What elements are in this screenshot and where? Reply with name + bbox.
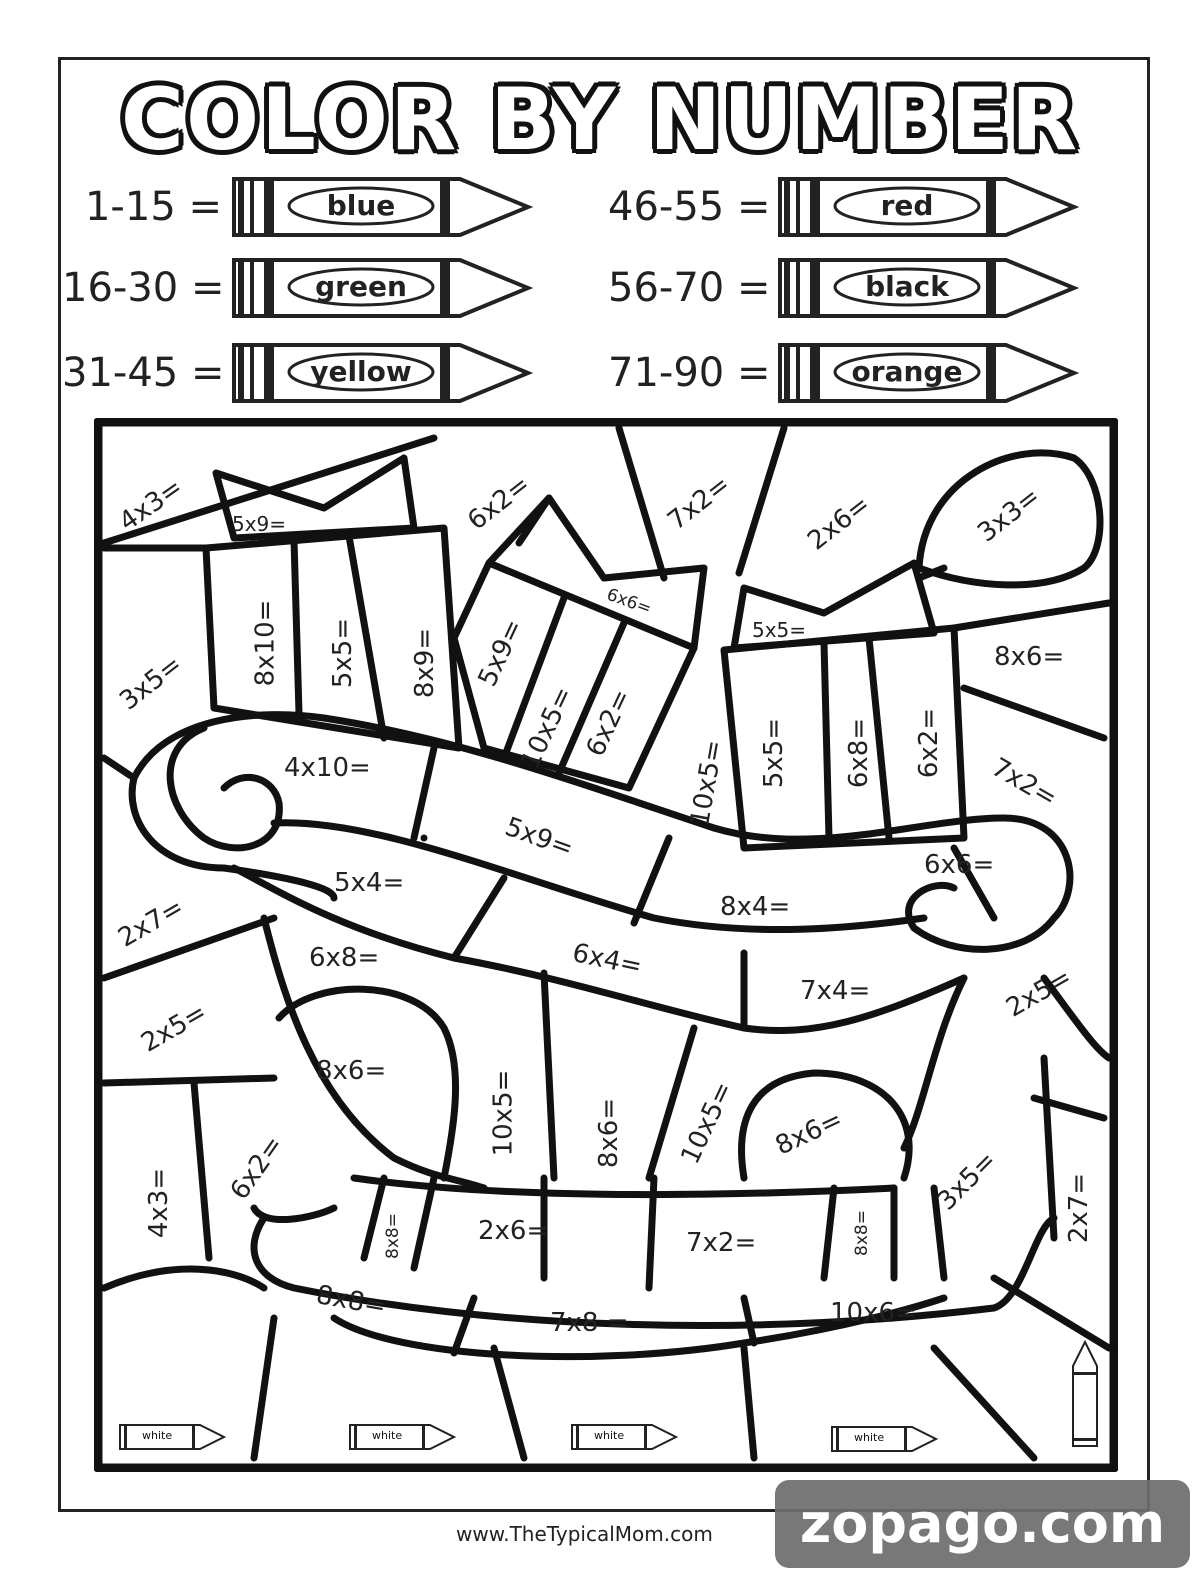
problem-label: 6x2=	[914, 707, 945, 779]
watermark: zopago.com	[775, 1480, 1190, 1568]
white-crayon-icon	[348, 1422, 458, 1456]
key-range: 56-70 =	[608, 265, 771, 311]
problem-label: 6x6=	[924, 850, 995, 880]
problem-label: 4x3=	[144, 1167, 175, 1239]
problem-label: 2x5=	[136, 997, 213, 1059]
white-crayon-label: white	[372, 1429, 403, 1442]
key-row-blue	[62, 172, 538, 242]
page-title: COLOR BY NUMBER	[120, 70, 1080, 170]
problem-label: 7x4=	[800, 976, 871, 1006]
problem-label: 7x2=	[686, 1228, 757, 1258]
key-range: 1-15 =	[84, 184, 222, 230]
problem-label: 5x9=	[500, 811, 578, 865]
problem-label: 8x4=	[720, 892, 791, 922]
problem-label: 5x9=	[232, 512, 287, 536]
problem-label: 8x6=	[994, 642, 1065, 672]
key-row-orange	[608, 338, 1084, 408]
problem-label: 6x2=	[462, 469, 537, 537]
white-crayon-icon	[118, 1422, 228, 1456]
problem-label: 7x8 =	[550, 1308, 629, 1338]
key-range: 31-45 =	[62, 350, 225, 396]
footer-url: www.TheTypicalMom.com	[456, 1522, 713, 1546]
white-crayon-icon	[570, 1422, 680, 1456]
crayon-icon	[228, 256, 538, 320]
problem-label: 10x5=	[675, 1077, 740, 1169]
problem-label: 10x5=	[515, 682, 580, 774]
problem-label: 8x6=	[316, 1056, 387, 1086]
problem-label: 8x6=	[770, 1104, 848, 1162]
white-crayon-label: white	[594, 1429, 625, 1442]
problem-label: 8x9=	[410, 627, 441, 699]
key-range: 46-55 =	[608, 184, 771, 230]
crayon-icon	[774, 256, 1084, 320]
problem-label: 2x5=	[1001, 962, 1078, 1024]
problem-label: 8x10=	[250, 599, 281, 687]
problem-label: 5x5=	[328, 617, 359, 689]
crayon-color-label: blue	[326, 189, 396, 222]
problem-label: 8x8=	[313, 1280, 389, 1322]
crayon-icon	[228, 175, 538, 239]
coloring-picture	[94, 418, 1118, 1472]
problem-label: 4x10=	[284, 753, 371, 783]
crayon-icon	[228, 341, 538, 405]
crayon-icon	[774, 341, 1084, 405]
crayon-color-label: red	[880, 189, 934, 222]
problem-label: 7x2=	[662, 469, 737, 537]
problem-label: 5x5=	[759, 717, 790, 789]
crayon-color-label: orange	[851, 355, 963, 388]
problem-label: 10x5=	[685, 737, 730, 829]
problem-label: 6x6=	[603, 584, 654, 620]
problem-label: 3x5=	[114, 649, 189, 717]
key-row-yellow	[62, 338, 538, 408]
problem-label: 7x2=	[986, 752, 1063, 814]
white-crayon-icon	[830, 1424, 940, 1458]
problem-label: 5x4=	[334, 868, 405, 898]
problem-label: 10x5=	[488, 1069, 519, 1157]
crayon-color-label: black	[865, 270, 949, 303]
problem-label: 4x3=	[113, 472, 189, 538]
problem-label: 8x8=	[851, 1210, 872, 1256]
key-range: 16-30 =	[62, 265, 225, 311]
crayon-color-label: green	[315, 270, 407, 303]
problem-label: 8x6=	[594, 1097, 625, 1169]
white-crayon-icon	[1070, 1338, 1100, 1452]
problem-label: 6x2=	[580, 684, 638, 762]
key-range: 71-90 =	[608, 350, 771, 396]
problem-label: 3x5=	[931, 1145, 1003, 1217]
problem-label: 6x8=	[309, 943, 380, 973]
problem-label: 2x6=	[802, 489, 877, 557]
white-crayon-label: white	[142, 1429, 173, 1442]
crayon-color-label: yellow	[310, 355, 412, 388]
problem-label: 2x7=	[113, 892, 190, 954]
problem-label: 8x8=	[382, 1213, 403, 1259]
problem-label: 2x7=	[1064, 1172, 1095, 1244]
problem-label: 5x9=	[472, 614, 530, 692]
white-crayon-label: white	[854, 1431, 885, 1444]
problem-label: 5x5=	[752, 618, 807, 642]
problem-label: 3x3=	[972, 481, 1047, 549]
key-row-red	[608, 172, 1084, 242]
key-row-black	[608, 253, 1084, 323]
problem-label: 6x2=	[224, 1130, 290, 1206]
key-row-green	[62, 253, 538, 323]
problem-label: 6x4=	[569, 938, 645, 982]
problem-label: 10x6=	[830, 1298, 917, 1328]
crayon-icon	[774, 175, 1084, 239]
problem-label: 2x6=	[478, 1216, 549, 1246]
problem-label: 6x8=	[844, 717, 875, 789]
